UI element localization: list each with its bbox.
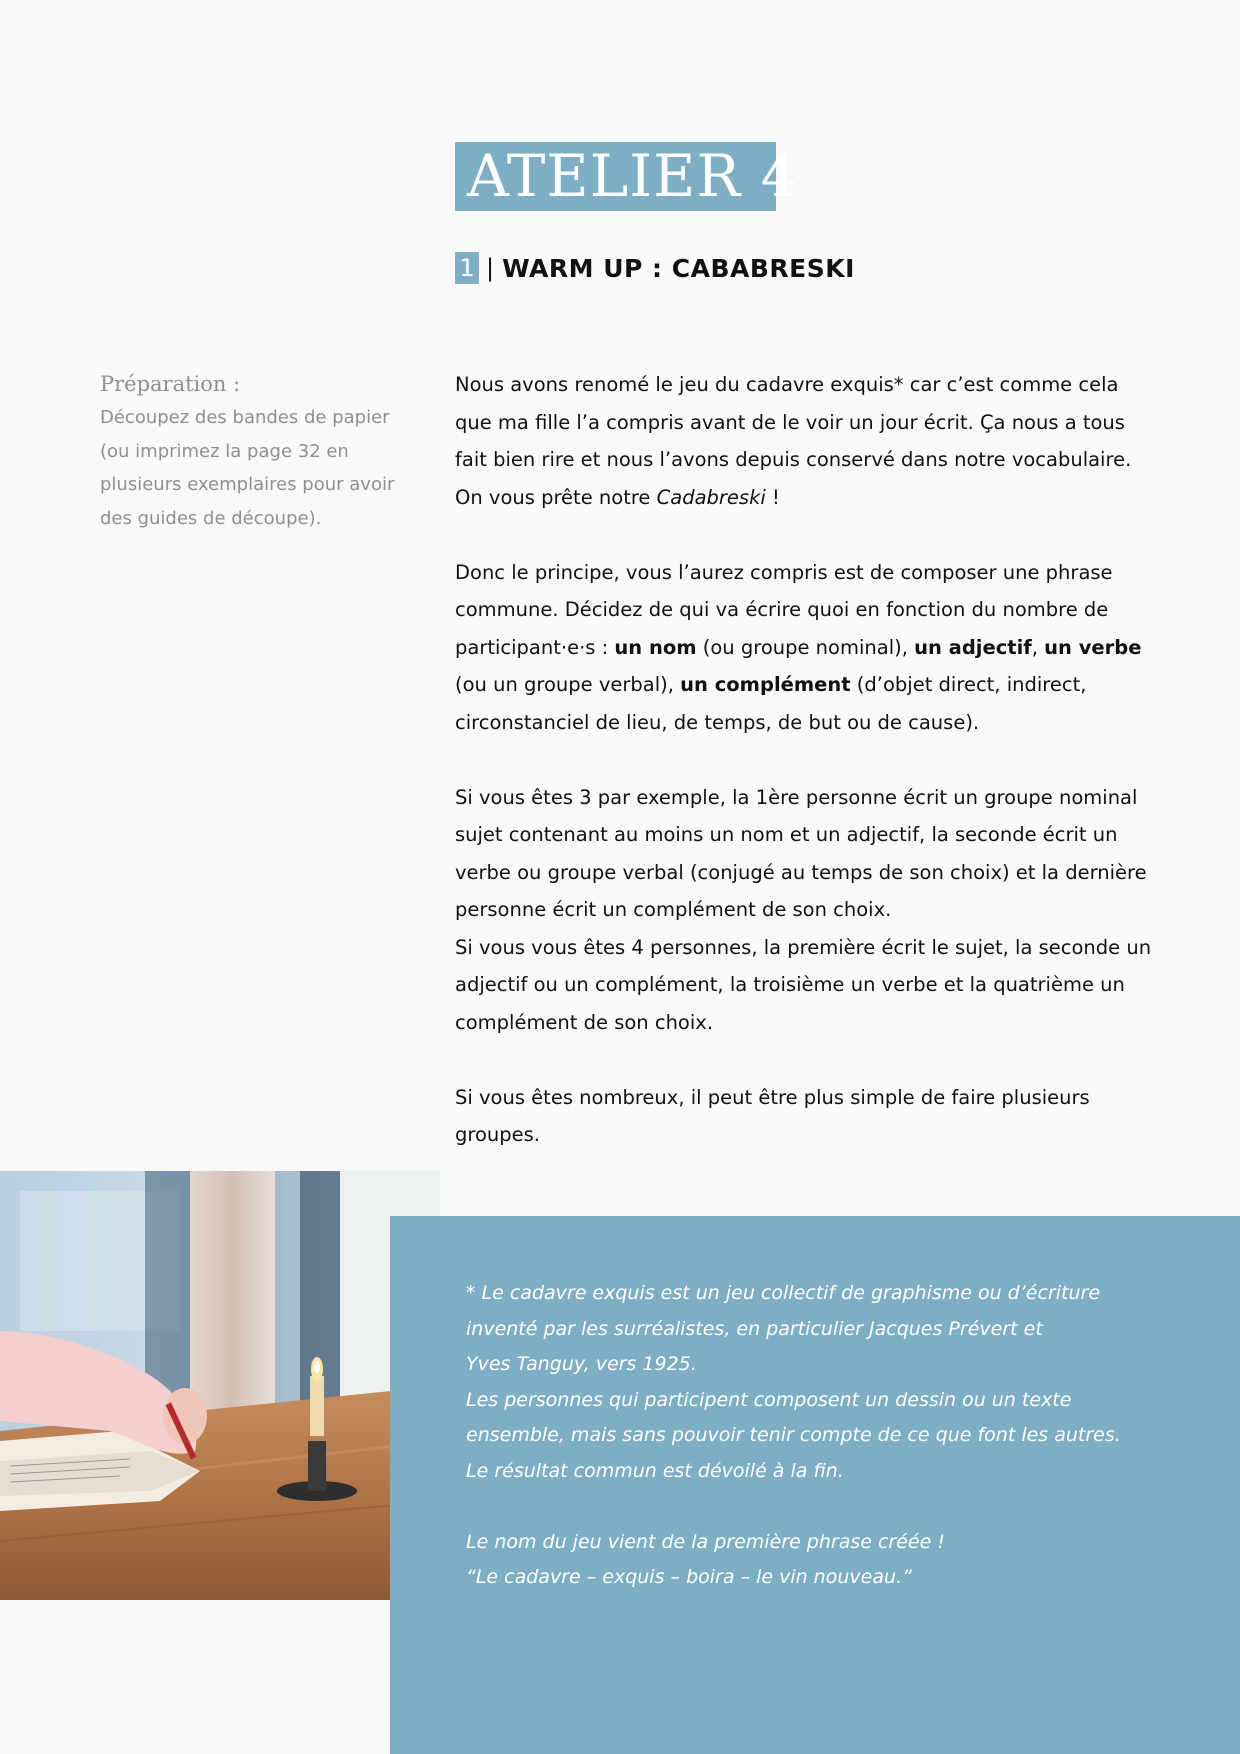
preparation-sidebar: [100, 368, 410, 535]
footnote-line: “Le cadavre – exquis – boira – le vin nouveau.”: [466, 1566, 912, 1588]
principle-verb: un verbe: [1044, 635, 1142, 659]
main-text: [455, 366, 1155, 1191]
principle-text-4: (d’objet direct, indirect, circonstanciel de lieu, de temps, de but ou de cause).: [455, 673, 1087, 734]
paragraph-four-players: Si vous vous êtes 4 personnes, la première écrit le sujet, la seconde un adjectif ou un complément, la troisième un verbe et la quatrième un complément de son choix.: [455, 935, 1152, 1034]
principle-noun: un nom: [614, 635, 697, 659]
footnote-box: [390, 1216, 1240, 1754]
preparation-text: Découpez des bandes de papier (ou imprimez la page 32 en plusieurs exemplaires pour avoir des guides de découpe).: [100, 407, 395, 529]
principle-adjective: un adjectif: [914, 635, 1032, 659]
footnote-line: Le nom du jeu vient de la première phrase créée !: [466, 1530, 945, 1553]
principle-text-3: (ou un groupe verbal),: [455, 673, 681, 696]
principle-comma: ,: [1031, 635, 1045, 659]
page-title: ATELIER 4: [467, 142, 799, 210]
footnote-line: Les personnes qui participent composent un dessin ou un texte: [466, 1388, 1072, 1411]
title-banner: [455, 142, 799, 211]
intro-text: Nous avons renomé le jeu du cadavre exquis* car c’est comme cela que ma fille l’a compris avant de le voir un jour écrit. Ça nous a tous fait bien rire et nous l’avons depuis conservé dans notre vocabulaire. On vous prête notre: [455, 373, 1132, 509]
footnote-line: Le résultat commun est dévoilé à la fin.: [466, 1459, 844, 1482]
intro-game-name: Cadabreski: [656, 485, 766, 509]
preparation-label: Préparation :: [100, 372, 241, 396]
intro-end: !: [765, 485, 780, 509]
principle-text-2: (ou groupe nominal),: [696, 635, 915, 659]
section-number-badge: 1: [455, 252, 479, 284]
section-title: WARM UP : CABABRESKI: [502, 253, 855, 283]
footnote-spacer: [466, 1489, 1166, 1525]
paragraph-principle: [455, 554, 1155, 742]
principle-complement: un complément: [680, 673, 851, 696]
footnote-text: [466, 1276, 1166, 1596]
section-separator: |: [486, 254, 495, 282]
section-heading: [455, 252, 855, 284]
paragraph-three-players: Si vous êtes 3 par exemple, la 1ère personne écrit un groupe nominal sujet contenant au moins un nom et un adjectif, la seconde écrit un verbe ou groupe verbal (conjugé au temps de son choix) et la dernière personne écrit un complément de son choix.: [455, 785, 1147, 921]
footnote-line: * Le cadavre exquis est un jeu collectif de graphisme ou d’écriture: [466, 1282, 1101, 1304]
paragraph-many-players: Si vous êtes nombreux, il peut être plus simple de faire plusieurs groupes.: [455, 1085, 1090, 1146]
paragraph-intro: [455, 366, 1155, 516]
footnote-line: Yves Tanguy, vers 1925.: [466, 1353, 697, 1375]
footnote-line: ensemble, mais sans pouvoir tenir compte de ce que font les autres.: [466, 1424, 1121, 1446]
footnote-line: inventé par les surréalistes, en particulier Jacques Prévert et: [466, 1317, 1043, 1340]
photo-writing-notebook: [0, 1171, 440, 1600]
principle-text: Donc le principe, vous l’aurez compris est de composer une phrase commune. Décidez de qui va écrire quoi en fonction du nombre de participant·e·s :: [455, 560, 1113, 659]
